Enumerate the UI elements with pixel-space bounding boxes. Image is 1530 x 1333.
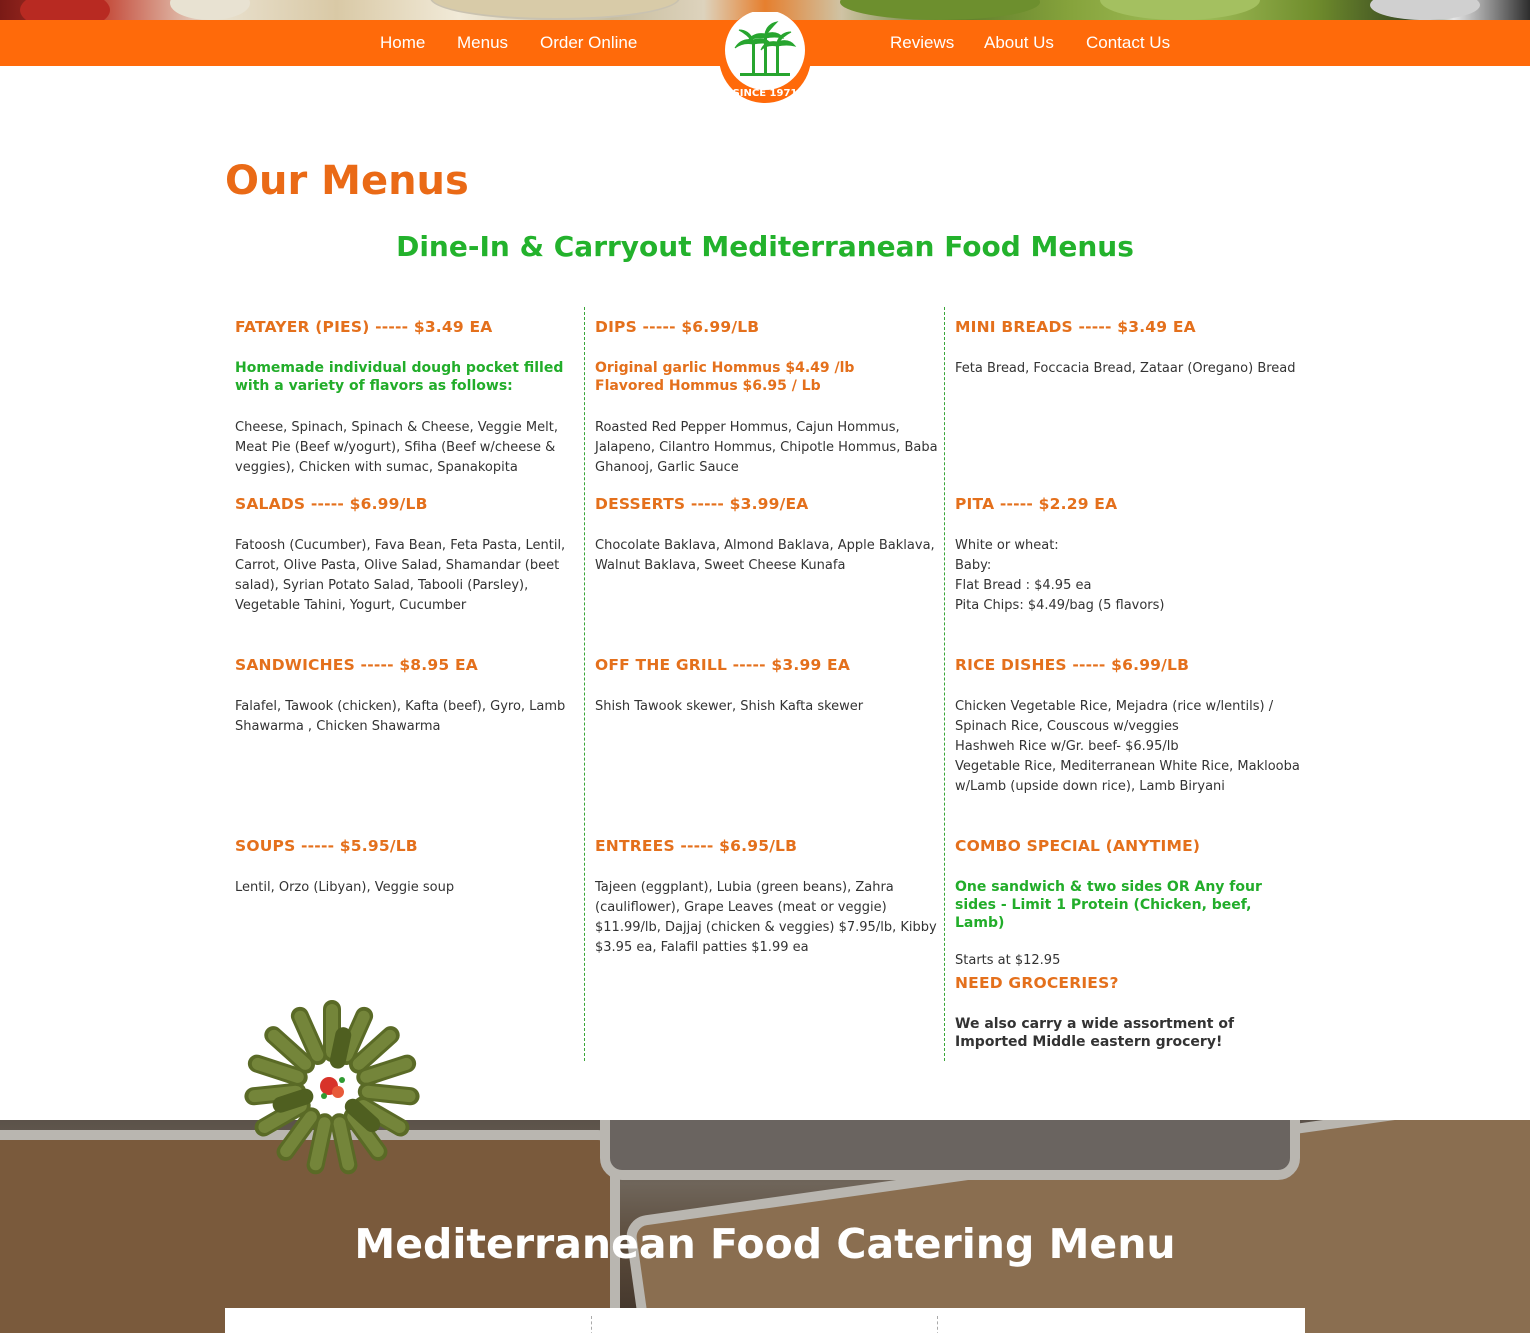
menu-section-salads xyxy=(235,495,580,616)
section-title: COMBO SPECIAL (ANYTIME) xyxy=(955,837,1201,855)
catering-title: Mediterranean Food Catering Menu xyxy=(354,1220,1176,1268)
section-intro xyxy=(595,359,940,395)
hommus-original-price: Original garlic Hommus $4.49 /lb xyxy=(595,360,855,376)
nav-order-online[interactable]: Order Online xyxy=(540,33,638,52)
menu-section-combo xyxy=(955,837,1300,971)
restaurant-logo[interactable] xyxy=(716,12,814,106)
catering-menu-card xyxy=(225,1308,1305,1333)
column-divider xyxy=(944,307,945,1061)
column-divider xyxy=(937,1316,938,1333)
grape-leaves-image xyxy=(232,992,432,1184)
section-title: SOUPS ----- $5.95/LB xyxy=(235,837,418,855)
catering-tray-image xyxy=(600,1120,1300,1180)
menu-section-mini-breads xyxy=(955,318,1300,379)
hommus-flavored-price: Flavored Hommus $6.95 / Lb xyxy=(595,378,821,394)
menu-section-fatayer xyxy=(235,318,580,478)
section-items: Starts at $12.95 xyxy=(955,953,1061,968)
column-divider xyxy=(591,1316,592,1333)
section-title: NEED GROCERIES? xyxy=(955,974,1119,992)
menu-section-desserts xyxy=(595,495,940,576)
menu-section-entrees xyxy=(595,837,940,958)
section-title: DESSERTS ----- $3.99/EA xyxy=(595,495,809,513)
rice-line: Vegetable Rice, Mediterranean White Rice, Maklooba w/Lamb (upside down rice), Lamb Biryani xyxy=(955,759,1300,794)
menu-section-rice xyxy=(955,656,1300,797)
nav-home[interactable]: Home xyxy=(380,33,426,52)
main-nav xyxy=(0,20,1530,99)
nav-contact-us[interactable]: Contact Us xyxy=(1086,33,1171,52)
section-items: Lentil, Orzo (Libyan), Veggie soup xyxy=(235,880,455,895)
nav-about-us[interactable]: About Us xyxy=(984,33,1054,52)
section-title: FATAYER (PIES) ----- $3.49 EA xyxy=(235,318,493,336)
pita-line: Flat Bread : $4.95 ea xyxy=(955,578,1092,593)
catering-section xyxy=(0,1120,1530,1333)
menu-grid xyxy=(225,307,1305,1061)
menu-section-sandwiches xyxy=(235,656,580,737)
section-items xyxy=(955,536,1300,616)
page-subtitle: Dine-In & Carryout Mediterranean Food Menus xyxy=(396,230,1134,263)
column-divider xyxy=(584,307,585,1061)
section-items: Tajeen (eggplant), Lubia (green beans), Zahra (cauliflower), Grape Leaves (meat or veggie) $11.99/lb, Dajjaj (chicken & veggies) $7.95/lb, Kibby $3.95 ea, Falafil patties $1.99 ea xyxy=(595,880,937,955)
section-items: Chocolate Baklava, Almond Baklava, Apple Baklava, Walnut Baklava, Sweet Cheese Kunafa xyxy=(595,538,935,573)
pita-line: Pita Chips: $4.49/bag (5 flavors) xyxy=(955,598,1165,613)
section-intro: Homemade individual dough pocket filled with a variety of flavors as follows: xyxy=(235,360,564,394)
section-title: PITA ----- $2.29 EA xyxy=(955,495,1118,513)
nav-menus[interactable]: Menus xyxy=(457,33,509,52)
menu-section-grill xyxy=(595,656,940,717)
section-title: SANDWICHES ----- $8.95 EA xyxy=(235,656,478,674)
section-items: Falafel, Tawook (chicken), Kafta (beef), Gyro, Lamb Shawarma , Chicken Shawarma xyxy=(235,699,566,734)
section-title: MINI BREADS ----- $3.49 EA xyxy=(955,318,1196,336)
section-items: Fatoosh (Cucumber), Fava Bean, Feta Pasta, Lentil, Carrot, Olive Pasta, Olive Salad, Shamandar (beet salad), Syrian Potato Salad, Tabooli (Parsley), Vegetable Tahini, Yogurt, Cucumber xyxy=(235,538,566,613)
section-items: Roasted Red Pepper Hommus, Cajun Hommus, Jalapeno, Cilantro Hommus, Chipotle Hommus, Baba Ghanooj, Garlic Sauce xyxy=(595,420,938,475)
section-intro: One sandwich & two sides OR Any four sides - Limit 1 Protein (Chicken, beef, Lamb) xyxy=(955,879,1262,931)
section-items: Shish Tawook skewer, Shish Kafta skewer xyxy=(595,699,864,714)
section-title: RICE DISHES ----- $6.99/LB xyxy=(955,656,1190,674)
section-items xyxy=(955,697,1300,797)
page-title: Our Menus xyxy=(225,158,469,204)
section-title: ENTREES ----- $6.95/LB xyxy=(595,837,798,855)
section-title: SALADS ----- $6.99/LB xyxy=(235,495,428,513)
section-items: Cheese, Spinach, Spinach & Cheese, Veggie Melt, Meat Pie (Beef w/yogurt), Sfiha (Beef w/cheese & veggies), Chicken with sumac, Spanakopita xyxy=(235,420,558,475)
menu-section-soups xyxy=(235,837,580,898)
pita-line: Baby: xyxy=(955,558,992,573)
logo-text: SINCE 1971 xyxy=(732,88,798,99)
section-body: We also carry a wide assortment of Imported Middle eastern grocery! xyxy=(955,1016,1235,1050)
nav-reviews[interactable]: Reviews xyxy=(890,33,955,52)
section-items: Feta Bread, Foccacia Bread, Zataar (Oregano) Bread xyxy=(955,361,1296,376)
rice-line: Chicken Vegetable Rice, Mejadra (rice w/lentils) / Spinach Rice, Couscous w/veggies xyxy=(955,699,1274,734)
pita-line: White or wheat: xyxy=(955,538,1059,553)
menu-section-groceries xyxy=(955,974,1300,1051)
menu-section-pita xyxy=(955,495,1300,616)
section-title: DIPS ----- $6.99/LB xyxy=(595,318,760,336)
section-title: OFF THE GRILL ----- $3.99 EA xyxy=(595,656,851,674)
rice-line: Hashweh Rice w/Gr. beef- $6.95/lb xyxy=(955,739,1179,754)
menu-section-dips xyxy=(595,318,940,478)
